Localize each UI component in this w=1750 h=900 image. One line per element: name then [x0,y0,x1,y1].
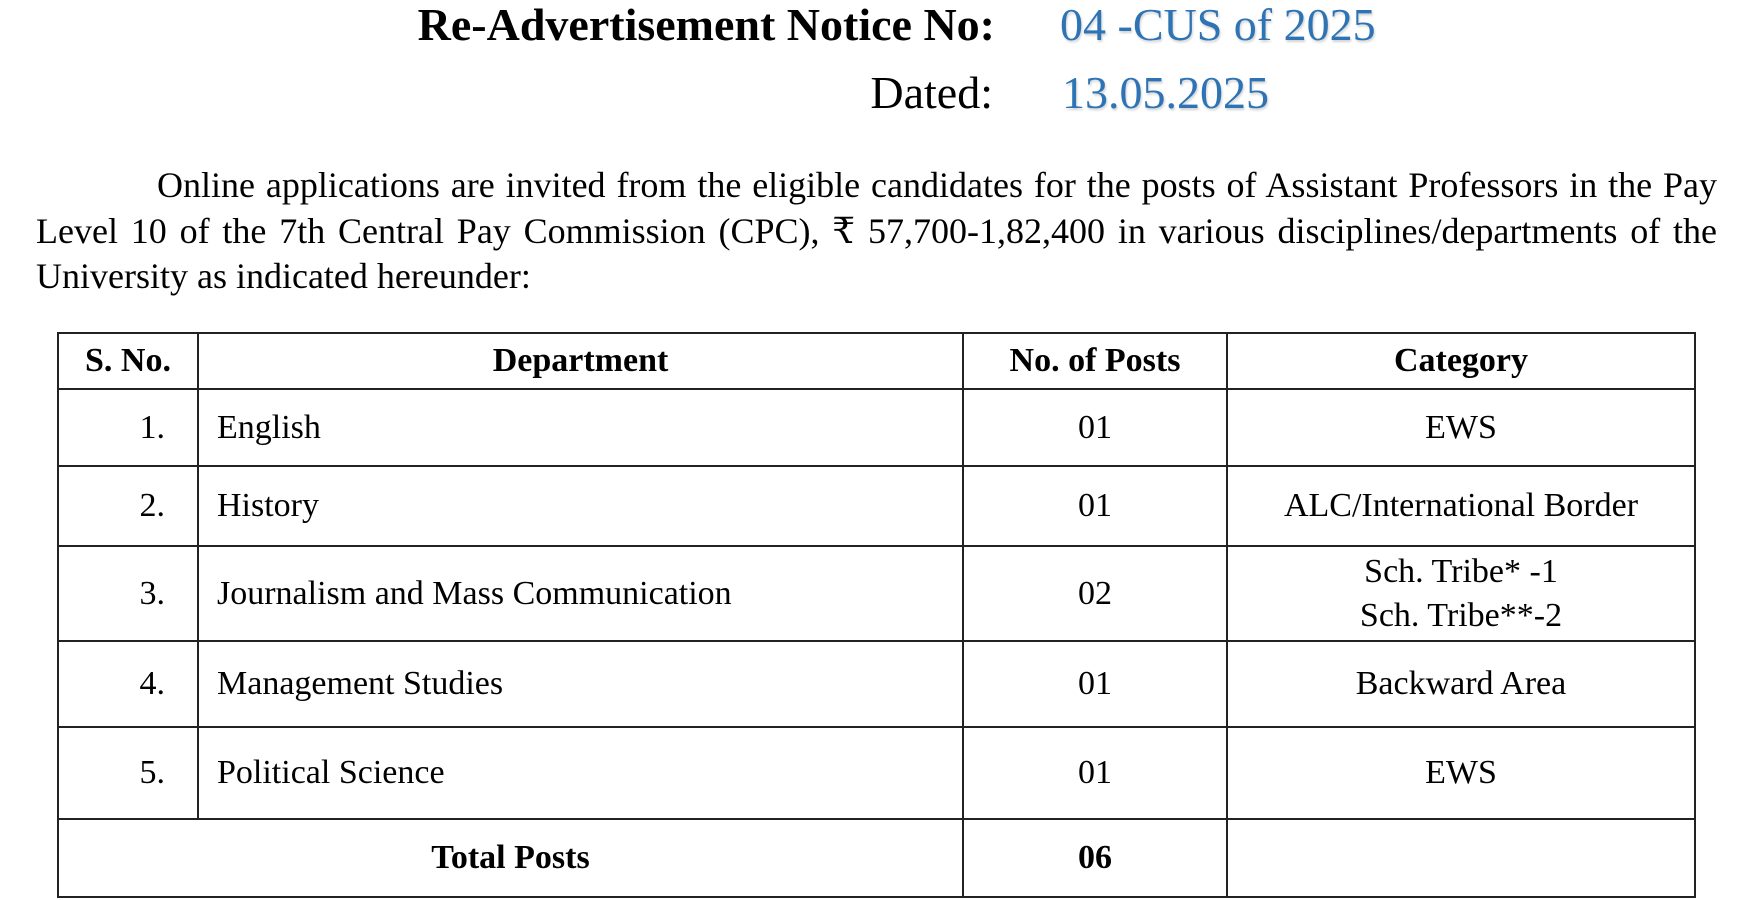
sno-cell: 1. [58,389,198,466]
table-row [58,727,1695,819]
total-category-empty [1227,819,1695,897]
posts-cell: 01 [963,389,1227,466]
header-department: Department [198,333,963,389]
notice-number-label: Re-Advertisement Notice No: [417,0,995,50]
sno-cell: 2. [58,466,198,546]
table-row [58,466,1695,546]
total-row [58,819,1695,897]
intro-paragraph: Online applications are invited from the eligible candidates for the posts of Assistant Professors in the Pay Level 10 of the 7th Central Pay Commission (CPC), ₹ 57,700-1,82,400 in various disciplines/departments of the University as indicated hereunder: [36,165,1717,296]
header-sno: S. No. [58,333,198,389]
dated-value: 13.05.2025 [1062,67,1269,118]
table-row [58,641,1695,727]
notice-number-value: 04 -CUS of 2025 [1060,0,1376,50]
sno-cell: 4. [58,641,198,727]
header-category: Category [1227,333,1695,389]
posts-cell: 01 [963,466,1227,546]
total-label: Total Posts [58,819,963,897]
table-row [58,389,1695,466]
department-cell: Political Science [198,727,963,819]
total-value: 06 [963,819,1227,897]
posts-cell: 02 [963,546,1227,641]
posts-cell: 01 [963,641,1227,727]
table-row [58,546,1695,641]
posts-cell: 01 [963,727,1227,819]
department-cell: Management Studies [198,641,963,727]
table-header-row [58,333,1695,389]
sno-cell: 5. [58,727,198,819]
sno-cell: 3. [58,546,198,641]
category-cell: EWS [1227,727,1695,819]
category-cell [1227,546,1695,641]
header-posts: No. of Posts [963,333,1227,389]
dated-label: Dated: [870,67,993,118]
category-cell: Backward Area [1227,641,1695,727]
posts-table [57,332,1696,898]
category-line: Sch. Tribe* -1 [1364,552,1558,590]
category-cell: ALC/International Border [1227,466,1695,546]
category-line: Sch. Tribe**-2 [1359,596,1563,634]
category-cell: EWS [1227,389,1695,466]
department-cell: English [198,389,963,466]
department-cell: History [198,466,963,546]
department-cell: Journalism and Mass Communication [198,546,963,641]
